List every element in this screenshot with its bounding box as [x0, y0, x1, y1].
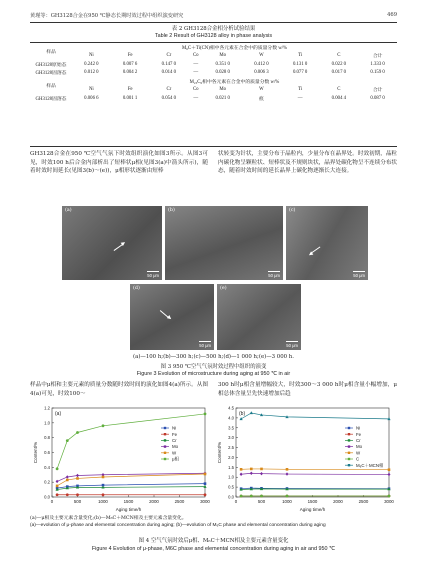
row-sample: GH3128原始态	[35, 62, 67, 68]
arrow-indicator	[310, 246, 321, 254]
panel-label-b: (b)	[168, 208, 175, 213]
x-tick-label: 2000	[149, 499, 159, 504]
y-tick-label: 1.0	[228, 474, 234, 480]
legend-marker	[348, 433, 350, 435]
column-header: C	[337, 53, 341, 59]
chart-b	[214, 402, 397, 514]
x-tick-label: 2500	[174, 499, 185, 504]
table-cell: 1.333 0	[370, 61, 385, 67]
table-cell: 0.159 0	[370, 70, 385, 76]
legend-label: Mo	[172, 444, 179, 450]
legend-marker	[348, 452, 350, 454]
data-point	[76, 474, 79, 477]
panel-label-c: (c)	[289, 208, 296, 213]
table-cell: 0.007 6	[122, 61, 138, 67]
y-tick-label: 3.5	[228, 425, 234, 431]
column-header: Ti	[298, 53, 303, 59]
y-tick-label: 3.0	[228, 435, 234, 441]
column-header: W	[259, 53, 264, 59]
header-rule	[30, 22, 397, 23]
table-cell: 0.012 0	[84, 70, 99, 76]
table-cell: 0.022 0	[331, 61, 347, 67]
column-header: Fe	[127, 87, 133, 93]
table-cell: 0.087 0	[370, 95, 385, 101]
sample-header-2: 样品	[46, 84, 56, 89]
legend-marker	[164, 445, 166, 447]
data-point	[66, 475, 69, 478]
x-tick-label: 2000	[333, 499, 343, 504]
table-cell: 0.006 3	[254, 70, 269, 76]
table2-rows1	[30, 60, 397, 77]
column-header: W	[259, 87, 264, 93]
figure3-caption-cn: 图 3 950 ℃空气气氛时效过程中组织的演变	[160, 364, 267, 370]
x-tick-label: 1000	[98, 499, 108, 504]
data-point	[56, 485, 59, 488]
scale-bar-a: 50 μm	[147, 273, 159, 278]
data-point	[56, 480, 59, 483]
x-tick-label: 3000	[200, 499, 210, 504]
table-cell: 0.351 0	[215, 61, 230, 67]
y-axis-label: Content/%	[217, 441, 222, 464]
panel-label: (b)	[239, 411, 246, 417]
column-header: Ni	[88, 53, 94, 59]
table-row	[30, 69, 397, 78]
legend-marker	[348, 439, 350, 441]
table-cell: —	[193, 61, 199, 67]
column-header: 合计	[372, 88, 383, 94]
legend-label: Mo	[356, 444, 363, 450]
data-point	[56, 467, 59, 470]
figure4-subcaption-en: (a)—evolution of μ-phase and elemental concentration during aging; (b)—evolution of M₆C phase and elemental concentration during aging	[30, 523, 326, 528]
table-cell: —	[297, 95, 303, 101]
legend-marker	[164, 427, 166, 429]
table-cell: 0.014 0	[161, 70, 177, 76]
data-point	[204, 482, 207, 485]
column-header: Mo	[219, 87, 226, 93]
table-cell: 0.412 0	[254, 61, 269, 67]
group2-header: M₂₃C₆相中各元素在合金中的质量分数 w/%	[189, 79, 280, 85]
figure4-subcaption-cn: (a)—μ相及主要元素含量变化;(b)—M₆C＋MCN相及主要元素含量变化。	[30, 516, 187, 521]
legend-label: Cr	[172, 438, 177, 443]
x-axis-label: Aging time/h	[115, 507, 142, 512]
y-tick-label: 0.0	[228, 494, 234, 500]
table2-caption-cn: 表 2 GH3128合金相分析试验结果	[171, 26, 256, 32]
series-line-5	[241, 469, 389, 470]
data-point	[56, 493, 59, 496]
page-number: 469	[387, 12, 397, 18]
group1-header: M₆C＋Ti(CN)相中各元素在合金中的质量分数 w/%	[181, 45, 288, 51]
legend-label: C	[356, 456, 360, 462]
table2-group1-row	[30, 43, 397, 52]
micrograph-a	[62, 206, 162, 280]
data-point	[76, 493, 79, 496]
table-cell: 0.028 0	[215, 70, 230, 76]
table-cell: 0.017 0	[331, 70, 347, 76]
figure3-subcaption: (a)—100 h;(b)—300 h;(c)—500 h;(d)—1 000 h;(e)—3 000 h.	[133, 354, 294, 360]
y-tick-label: 0.0	[44, 494, 50, 500]
paragraph-2-right: 300 h时μ相含量增幅较大，时效300～3 000 h时μ相含量小幅增加，μ相总体含量呈先快速增加后趋	[218, 382, 397, 397]
data-point	[286, 468, 289, 471]
data-point	[260, 468, 263, 471]
x-tick-label: 0	[234, 499, 238, 504]
table-cell: 0.021 0	[215, 95, 230, 101]
legend-label: Ni	[172, 425, 177, 431]
table2-cols2-row	[30, 86, 397, 95]
panel-label-d: (d)	[133, 286, 140, 291]
y-tick-label: 1.5	[228, 464, 234, 470]
y-tick-label: 0.6	[44, 450, 50, 455]
table2-caption-en: Table 2 Result of GH3128 alloy in phase analysis	[154, 33, 273, 39]
scale-bar-d: 50 μm	[199, 343, 211, 348]
legend-marker	[348, 458, 350, 460]
chart-a	[30, 402, 213, 514]
data-point	[102, 493, 105, 496]
table-cell: 0.006 6	[84, 95, 99, 101]
table2	[30, 43, 397, 103]
micrograph-e	[217, 284, 301, 350]
x-tick-label: 500	[73, 499, 82, 504]
x-tick-label: 1500	[123, 499, 134, 504]
data-point	[260, 472, 263, 475]
running-header: 黄瑾等：GH3128合金在950 ℃静态长期时效过程中组织演变研究	[30, 13, 184, 19]
table2-rows2	[30, 94, 397, 103]
series-line-4	[241, 473, 389, 474]
data-point	[250, 411, 253, 414]
panel-label-e: (e)	[220, 286, 227, 291]
scale-bar-b: 50 μm	[268, 273, 280, 278]
paragraph-1-right: 状转变为针状，主要分布于晶粒内，少量分布在晶界处。时效初期，晶粒内碳化物呈颗粒状、短棒状及不规则块状，晶界处碳化物呈不连续分布状态，随着时效时间的延长晶界上碳化物逐渐长大连接。	[218, 151, 398, 175]
data-point	[102, 424, 105, 427]
column-header: Co	[192, 53, 199, 59]
data-point	[66, 479, 69, 482]
y-tick-label: 4.5	[228, 405, 234, 411]
table-bottom-rule	[30, 146, 397, 147]
table-cell: 0.001 1	[122, 95, 138, 101]
table-cell: 0.147 0	[161, 61, 177, 67]
series-line-3	[57, 487, 205, 490]
table-cell: 0.242 0	[84, 61, 99, 67]
legend-label: W	[172, 450, 177, 456]
arrow-indicator	[114, 243, 125, 251]
sample-header: 样品	[46, 50, 56, 55]
data-point	[240, 473, 243, 476]
y-tick-label: 0.8	[44, 435, 50, 441]
table-cell: 0.054 0	[161, 95, 177, 101]
table-row	[30, 60, 397, 69]
x-axis-label: Aging time/h	[299, 507, 326, 512]
arrow-indicator	[160, 310, 170, 319]
data-point	[204, 473, 207, 476]
y-tick-label: 1.2	[44, 405, 50, 411]
legend-label: Cr	[356, 438, 361, 443]
table-cell: 0.004 4	[331, 95, 347, 101]
data-point	[240, 468, 243, 471]
data-point	[388, 473, 391, 476]
legend-label: Ni	[356, 425, 361, 431]
y-tick-label: 0.2	[44, 479, 50, 485]
legend-marker	[164, 452, 166, 454]
column-header: Ti	[298, 87, 303, 93]
data-point	[260, 495, 263, 498]
row-sample: GH3128固溶态	[35, 71, 67, 77]
data-point	[102, 476, 105, 479]
legend-marker	[164, 458, 166, 460]
series-line-7	[241, 413, 389, 419]
column-header: Co	[192, 87, 199, 93]
x-tick-label: 2500	[358, 499, 369, 504]
data-point	[204, 413, 207, 416]
y-tick-label: 4.0	[228, 415, 234, 421]
x-tick-label: 500	[257, 499, 266, 504]
table-cell: 0.077 0	[292, 70, 308, 76]
x-tick-label: 0	[50, 499, 54, 504]
plot-frame	[236, 408, 389, 497]
paragraph-1-left: GH3128合金在950 ℃空气气氛下时效组织演化如图3所示。从图3可见，时效100 h后合金内部析出了短棒状μ相(见图3(a)中箭头所示)，随着时效时间延长(见图3(b)～(e))，μ相形状逐渐由短棒	[30, 151, 208, 175]
column-header: C	[337, 87, 341, 93]
panel-label-a: (a)	[65, 208, 72, 213]
column-header: 合计	[372, 54, 383, 60]
legend-label: W	[356, 450, 361, 456]
y-tick-label: 0.4	[44, 464, 50, 470]
figure3-caption-en: Figure 3 Evolution of microstructure during aging at 950 ℃ in air	[136, 371, 291, 377]
data-point	[66, 439, 69, 442]
data-point	[286, 472, 289, 475]
table-cell: 0.131 0	[292, 61, 308, 67]
table-cell: 0.004 2	[122, 70, 138, 76]
column-header: Fe	[127, 53, 133, 59]
series-line-6	[57, 414, 205, 469]
legend-marker	[348, 427, 350, 429]
y-tick-label: 2.5	[228, 445, 234, 451]
table-row	[30, 94, 397, 103]
figure4-caption-en: Figure 4 Evolution of μ-phase, M6C phase and elemental concentration during aging in air and 950 ℃	[91, 546, 336, 552]
x-tick-label: 1000	[282, 499, 292, 504]
data-point	[66, 493, 69, 496]
data-point	[76, 477, 79, 480]
scale-bar-e: 50 μm	[286, 343, 298, 348]
micrograph-c	[286, 206, 368, 280]
row-sample: GH3128固溶态	[35, 96, 67, 102]
data-point	[388, 495, 391, 498]
column-header: Cr	[166, 53, 172, 59]
y-tick-label: 1.0	[44, 420, 50, 426]
micrograph-b	[165, 206, 283, 280]
column-header: Cr	[166, 87, 172, 93]
data-point	[286, 495, 289, 498]
data-point	[204, 493, 207, 496]
legend-marker	[348, 445, 350, 447]
legend-label: Fe	[356, 431, 362, 437]
data-point	[250, 468, 253, 471]
legend-marker	[164, 439, 166, 441]
table-cell: 痕	[258, 96, 264, 102]
legend-marker	[164, 433, 166, 435]
data-point	[76, 431, 79, 434]
x-tick-label: 3000	[384, 499, 394, 504]
panel-label: (a)	[55, 411, 62, 417]
scale-bar-c: 50 μm	[353, 273, 365, 278]
figure4-caption-cn: 图 4 空气气氛时效后μ相、M₆C＋MCN相及主要元素含量变化	[138, 538, 289, 544]
x-tick-label: 1500	[307, 499, 318, 504]
data-point	[250, 472, 253, 475]
table2-group2-row	[30, 77, 397, 86]
legend-label: Fe	[172, 431, 178, 437]
table-cell: —	[193, 95, 199, 101]
data-point	[250, 495, 253, 498]
table2-cols1-row	[30, 52, 397, 61]
legend-label: μ相	[172, 456, 179, 462]
column-header: Ni	[88, 87, 94, 93]
micrograph-d	[130, 284, 214, 350]
column-header: Mo	[219, 53, 226, 59]
table-cell: —	[193, 70, 199, 76]
data-point	[240, 495, 243, 498]
y-tick-label: 0.5	[228, 484, 234, 490]
legend-label: M₆C＋MCN相	[356, 462, 384, 468]
paragraph-2-left: 样品中μ相和主要元素的质量分数随时效时间的演化如图4(a)所示。从图4(a)可见，时效100～	[30, 382, 208, 397]
legend-marker	[348, 464, 350, 466]
y-axis-label: Content/%	[33, 441, 38, 464]
series-line-3	[241, 489, 389, 490]
y-tick-label: 2.0	[228, 454, 234, 460]
data-point	[388, 468, 391, 471]
